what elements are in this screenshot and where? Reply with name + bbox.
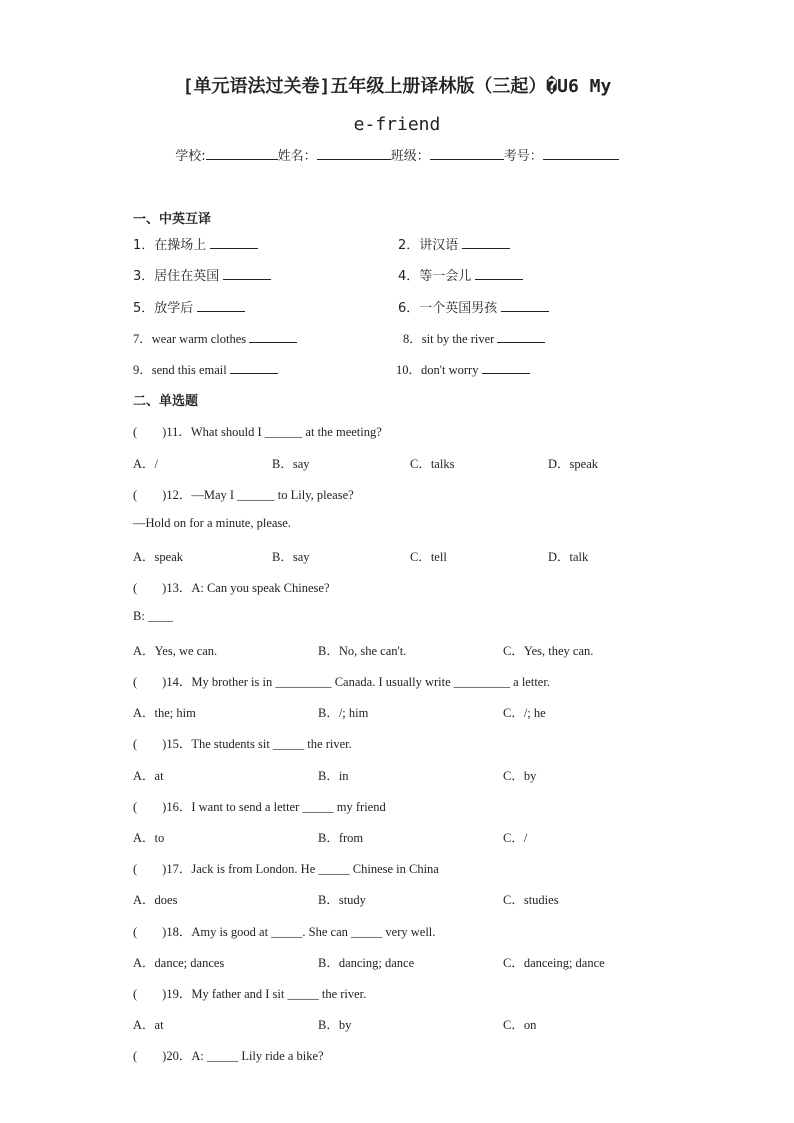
option[interactable]: B．say	[272, 550, 310, 564]
option[interactable]: B．dancing; dance	[318, 956, 415, 970]
option[interactable]: B．study	[318, 893, 366, 907]
answer-blank[interactable]	[223, 268, 271, 280]
translation-item: 3．居住在英国	[133, 265, 271, 284]
answer-blank[interactable]	[462, 237, 510, 249]
question-stem: ( )18．Amy is good at _____. She can _____ very well.	[133, 925, 436, 939]
school-blank[interactable]	[206, 147, 278, 160]
answer-blank[interactable]	[475, 268, 523, 280]
translation-item: 8．sit by the river	[403, 329, 545, 347]
question-stem: ( )14．My brother is in _________ Canada. I usually write _________ a letter.	[133, 675, 550, 689]
question-stem: ( )11．What should I ______ at the meeting?	[133, 425, 382, 439]
question-stem: ( )20．A: _____ Lily ride a bike?	[133, 1049, 324, 1063]
question-stem: ( )17．Jack is from London. He _____ Chinese in China	[133, 862, 439, 876]
answer-blank[interactable]	[482, 362, 530, 374]
school-label: 学校:	[175, 149, 206, 164]
option[interactable]: C．on	[503, 1018, 537, 1032]
answer-blank[interactable]	[230, 362, 278, 374]
option[interactable]: B．say	[272, 457, 310, 471]
option[interactable]: C．/; he	[503, 706, 546, 720]
option[interactable]: A．the; him	[133, 706, 196, 720]
option[interactable]: A．Yes, we can.	[133, 644, 218, 658]
answer-blank[interactable]	[197, 300, 245, 312]
name-label: 姓名：	[277, 149, 317, 164]
answer-blank[interactable]	[501, 300, 549, 312]
question-stem-line2: B: ____	[133, 609, 173, 623]
question-stem: ( )19．My father and I sit _____ the river.	[133, 987, 367, 1001]
option[interactable]: D．speak	[548, 457, 598, 471]
student-info-line	[0, 145, 794, 164]
option[interactable]: C．by	[503, 769, 537, 783]
option[interactable]: A．dance; dances	[133, 956, 225, 970]
question-stem-line2: —Hold on for a minute, please.	[133, 516, 291, 530]
translation-item: 7．wear warm clothes	[133, 329, 297, 347]
option[interactable]: B．/; him	[318, 706, 369, 720]
answer-blank[interactable]	[249, 331, 297, 343]
option[interactable]: B．by	[318, 1018, 352, 1032]
translation-item: 5．放学后	[133, 297, 245, 316]
answer-blank[interactable]	[210, 237, 258, 249]
option[interactable]: C．/	[503, 831, 528, 845]
option[interactable]: A．at	[133, 1018, 164, 1032]
option[interactable]: B．in	[318, 769, 349, 783]
translation-item: 4．等一会儿	[398, 265, 523, 284]
section-heading-translation: 一、中英互译	[133, 212, 212, 227]
question-stem: ( )15．The students sit _____ the river.	[133, 737, 352, 751]
class-label: 班级：	[390, 149, 430, 164]
option[interactable]: A．at	[133, 769, 164, 783]
option[interactable]: B．No, she can't.	[318, 644, 407, 658]
question-stem: ( )16．I want to send a letter _____ my friend	[133, 800, 386, 814]
section-heading-single-choice: 二、单选题	[133, 394, 199, 409]
page-title-continued: e-friend	[353, 114, 441, 135]
option[interactable]: C．Yes, they can.	[503, 644, 594, 658]
translation-item: 2．讲汉语	[398, 234, 510, 253]
option[interactable]: A．does	[133, 893, 178, 907]
page-title: [单元语法过关卷]五年级上册译林版（三起）�U6 My	[182, 76, 612, 97]
translation-item: 1．在操场上	[133, 234, 258, 253]
option[interactable]: C．danceing; dance	[503, 956, 605, 970]
question-stem: ( )12．—May I ______ to Lily, please?	[133, 488, 354, 502]
option[interactable]: A．speak	[133, 550, 183, 564]
question-stem: ( )13．A: Can you speak Chinese?	[133, 581, 330, 595]
translation-item: 6．一个英国男孩	[398, 297, 549, 316]
answer-blank[interactable]	[497, 331, 545, 343]
option[interactable]: A．to	[133, 831, 165, 845]
option[interactable]: A．/	[133, 457, 159, 471]
translation-item: 10．don't worry	[396, 360, 530, 378]
translation-item: 9．send this email	[133, 360, 278, 378]
option[interactable]: D．talk	[548, 550, 589, 564]
number-label: 考号：	[503, 149, 543, 164]
class-blank[interactable]	[430, 147, 504, 160]
number-blank[interactable]	[543, 147, 619, 160]
option[interactable]: C．talks	[410, 457, 455, 471]
option[interactable]: C．tell	[410, 550, 447, 564]
name-blank[interactable]	[317, 147, 391, 160]
option[interactable]: B．from	[318, 831, 364, 845]
option[interactable]: C．studies	[503, 893, 559, 907]
